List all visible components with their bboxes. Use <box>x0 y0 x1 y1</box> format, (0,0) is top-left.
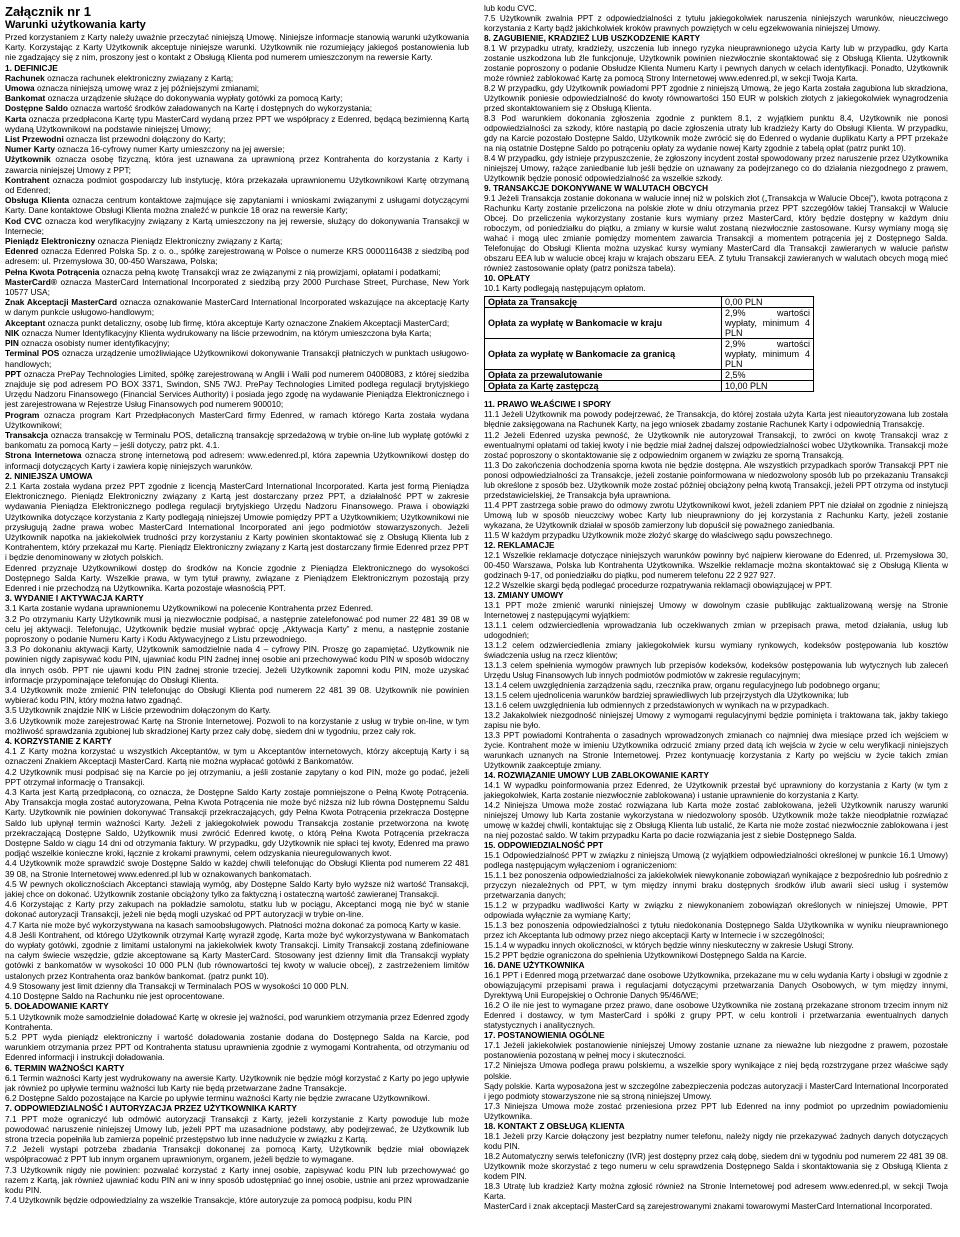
definition-text: oznacza PrePay Technologies Limited, spółkę zarejestrowaną w Anglii i Walii pod numerem 04008083, z której siedziba znajduje się pod adresem PO BOX 3371, Swindon, SN5 7WJ. PrePay Technologies Limited podlega regulacji brytyjskiego Urzędu Nadzoru Finansowego (Financial Services Authority) i posiada jego zgodę na wydawanie Pieniądza Elektronicznego i jest zarejestrowana w Rejestrze Usług Finansowych pod numerem 900010; <box>5 368 469 410</box>
section-heading: 17. POSTANOWIENIA OGÓLNE <box>484 1031 605 1041</box>
section-heading: 14. ROZWIĄZANIE UMOWY LUB ZABLOKOWANIE KARTY <box>484 771 709 781</box>
definition-item <box>5 83 469 93</box>
definition-text: oznacza wartość środków załadowanych na Kartę i dostępnych do wykorzystania; <box>67 103 373 114</box>
clause-paragraph: 11.1 Jeżeli Użytkownik ma powody podejrzewać, że Transakcja, do której została użyta Karta jest nieautoryzowana lub została błędnie zaksięgowana na Rachunek Karty, na jego wniosek zbadamy zostanie Rachunek Karty i odpowiednią Transakcję. <box>484 410 948 430</box>
clause-paragraph: 5.1 Użytkownik może samodzielnie doładować Kartę w okresie jej ważności, pod warunkiem otrzymania przez Edenred zgody Kontrahenta. <box>5 1011 469 1032</box>
definition-term: PPT <box>5 368 22 379</box>
definition-text: oznacza Pieniądz Elektroniczny związany z Kartą; <box>95 236 283 247</box>
definition-text: oznacza pełną kwotę Transakcji wraz ze związanymi z nią prowizjami, opłatami i podatkami; <box>99 266 441 277</box>
definition-item <box>5 338 469 348</box>
intro-paragraph: Przed korzystaniem z Karty należy uważnie przeczytać niniejszą Umowę. Niniejsze informacje stanowią warunki użytkowania Karty. Korzystając z Karty Użytkownik akceptuje niniejsze warunki. Użytkownik nie rozumiejący jakiegoś postanowienia lub nie zgadzający się z nim, proszony jest o kontakt z Obsługą Klienta pod numerem umieszczonym na rewersie Karty. <box>5 32 469 63</box>
definition-item <box>5 144 469 154</box>
clause-paragraph: lub kodu CVC. <box>484 4 537 13</box>
clause-paragraph: 15.1.3 bez ponoszenia odpowiedzialności z tytułu niedokonania Dostępnego Salda Użytkownika w wyniku nieuprawnionego przez ich Akceptanta lub odmowy przez niego akceptacji Karty w Internecie i w szczególności; <box>484 921 948 941</box>
clause-paragraph: 3.4 Użytkownik może zmienić PIN telefonując do Obsługi Klienta pod numerem 22 481 39 08. Użytkownik nie powinien wybierać kodu PIN, który można łatwo zgadnąć. <box>5 685 469 706</box>
definition-item <box>5 195 469 215</box>
clause-paragraph: 7.2 Jeżeli wystąpi potrzeba zbadania Transakcji dokonanej za pomocą Karty, Użytkownik będzie miał obowiązek współpracować z PPT lub innym organem uprawnionym, organem, jeżeli będzie to wymagane. <box>5 1144 469 1165</box>
definition-text: oznacza podmiot gospodarczy lub instytucję, która przekazała uprawnionemu Użytkownikowi Kartę otrzymaną od Edenred; <box>5 174 469 196</box>
clause-paragraph: 4.2 Użytkownik musi podpisać się na Karcie po jej otrzymaniu, a jeśli zostanie zapytany o kod PIN, może go podać, jeżeli PPT otrzymał informację o Transakcji. <box>5 766 469 787</box>
clause-paragraph: 3.6 Użytkownik może zarejestrować Kartę na Stronie Internetowej. Pozwoli to na korzystanie z usług w trybie on-line, w tym możliwość sprawdzania zgubionej lub skradzionej Karty przez cały dobę, siedem dni w tygodniu, przez cały rok. <box>5 715 469 736</box>
section-heading: 16. DANE UŻYTKOWNIKA <box>484 961 585 971</box>
clause-paragraph: 17.2 Niniejsza Umowa podlega prawu polskiemu, a wszelkie spory wynikające z niej będą rozstrzygane przez właściwe sądy polskie. <box>484 1061 948 1081</box>
clause-paragraph: 11.5 W każdym przypadku Użytkownik może złożyć skargę do właściwego sądu powszechnego. <box>484 530 833 540</box>
clause-paragraph: 8.2 W przypadku, gdy Użytkownik powiadomi PPT zgodnie z niniejszą Umową, że jego Karta została zagubiona lub skradziona, Użytkownik poniesie odpowiedzialność do kwoty równowartości 150 EUR w polskich złotych z jakiegokolwiek wynagrodzenia przed skontaktowaniem się z Obsługą Klienta. <box>484 84 948 114</box>
section-heading: 11. PRAWO WŁAŚCIWE I SPORY <box>484 400 612 410</box>
definition-text: oznacza punkt detaliczny, osobę lub firmę, która akceptuje Karty oznaczone Znakiem Akceptacji MasterCard; <box>45 317 450 328</box>
definition-term: Edenred <box>5 246 39 257</box>
definition-item <box>5 297 469 317</box>
clause-paragraph: 8.1 W przypadku utraty, kradzieży, uszczenia lub innego ryzyka nieuprawnionego użycia Karty lub w przypadku, gdy Karta zostanie uszkodzona lub źle funkcjonuje, Użytkownik powinien niezwłocznie skontaktować się z Obsługą Klienta. Użytkownik zostanie poproszony o podanie Obsłudze Klienta Numeru Karty i pewnych danych w celach identyfikacji. Ponadto, Użytkownik może również zablokować Kartę za pomocą Strony Internetowej www.edenred.pl, w sekcji Twoja Karta. <box>484 44 948 84</box>
clause-paragraph: 4.10 Dostępne Saldo na Rachunku nie jest oprocentowane. <box>5 991 225 1002</box>
definition-text: oznacza osobisty numer identyfikacyjny; <box>18 338 170 349</box>
definition-term: Umowa <box>5 83 35 94</box>
section-heading: 2. NINIEJSZA UMOWA <box>5 470 93 481</box>
clause-paragraph: 6.2 Dostępne Saldo pozostające na Karcie po upływie terminu ważności Karty nie będzie zwracane Użytkownikowi. <box>5 1093 430 1104</box>
definition-text: oznacza Edenred Polska Sp. z o. o., spółkę zarejestrowaną w Polsce o numerze KRS 0000116438 z siedzibą pod adresem: ul. Przemysłowa 30, 00-450 Warszawa, Polska; <box>5 246 469 267</box>
section-heading: 12. REKLAMACJE <box>484 540 555 550</box>
definition-item <box>5 348 469 368</box>
definition-item <box>5 134 469 144</box>
definition-term: NIK <box>5 327 20 338</box>
definition-item <box>5 318 469 328</box>
fee-label: Opłata za wypłatę w Bankomacie za granicą <box>485 339 722 370</box>
right-column <box>484 4 948 1232</box>
definition-term: Karta <box>5 113 27 124</box>
definition-item <box>5 246 469 266</box>
clause-paragraph: 4.9 Stosowany jest limit dzienny dla Transakcji w Terminalach POS w wysokości 10 000 PLN. <box>5 980 349 991</box>
definition-text: oznacza MasterCard International Incorporated z siedzibą przy 2000 Purchase Street, Purchase, New York 10577 USA; <box>5 276 469 298</box>
fee-value: 2,5% <box>722 370 814 381</box>
definition-item <box>5 267 469 277</box>
definition-text: oznacza rachunek elektroniczny związany z Kartą; <box>44 72 234 83</box>
definition-text: oznacza list przewodni dołączony do Karty; <box>63 134 226 145</box>
definition-item <box>5 410 469 430</box>
definition-term: Transakcja <box>5 429 49 440</box>
clause-paragraph: 7.4 Użytkownik będzie odpowiedzialny za wszelkie Transakcje, które autoryzuje za pomocą podpisu, kodu PIN <box>5 1195 412 1206</box>
definition-text: oznacza kod weryfikacyjny związany z Kartą umieszczony na jej rewersie, służący do dokonywania Transakcji w Internecie; <box>5 215 469 236</box>
clause-paragraph: 15.1.2 w przypadku wadliwości Karty w związku z niewykonaniem zobowiązań określonych w niniejszej Umowie, PPT odpowiada wyłącznie za wymianę Karty; <box>484 901 948 921</box>
definition-term: Akceptant <box>5 317 46 328</box>
definition-text: oznacza osobę fizyczną, która jest uznawana za uprawnioną przez Kontrahenta do korzystania z Karty i zawarcia niniejszej Umowy z PPT; <box>5 154 469 175</box>
section-heading: 9. TRANSAKCJE DOKONYWANE W WALUTACH OBCYCH <box>484 184 709 194</box>
definition-term: Terminal POS <box>5 348 60 359</box>
clause-paragraph: 8.4 W przypadku, gdy istnieje przypuszczenie, że zgłoszony incydent został spowodowany przez naruszenie przez Użytkownika niniejszej Umowy, rażące zaniedbanie lub jeśli będzie on uznawany za podejrzanego co do działania niezgodnego z prawem, Użytkownik będzie ponosić odpowiedzialność za wszelkie szkody. <box>484 154 948 184</box>
clause-paragraph: 15.1.1 bez ponoszenia odpowiedzialności za jakiekolwiek niewykonanie zobowiązań wynikające z bezpośrednio lub pośrednio z przyczyn niezależnych od PPT, w tym między innymi braku dostępnych środków i/lub awarii sieci usług i systemów przetwarzania danych; <box>484 871 948 901</box>
definition-text: oznacza przedpłacona Kartę typu MasterCard wydaną przez PPT we współpracy z Edenred, będącą bezimienną Kartą wydaną Użytkownikowi na podstawie niniejszej Umowy; <box>5 113 469 134</box>
definition-text: oznacza transakcję w Terminalu POS, detaliczną transakcję sprzedażową w trybie on-line lub wypłatę gotówki z bankomatu za pomocą Karty – jeśli dotyczy, patrz pkt. 4.1. <box>5 429 469 451</box>
definition-text: oznacza centrum kontaktowe zajmujące się zapytaniami i wnioskami związanymi z usługami dotyczącymi Karty. Dane kontaktowe Obsługi Klienta można znaleźć w punkcie 18 oraz na rewersie Karty; <box>5 195 469 216</box>
section-heading: 6. TERMIN WAŻNOŚCI KARTY <box>5 1062 125 1073</box>
right-column-body-a <box>484 4 948 294</box>
clause-paragraph: 3.5 Użytkownik znajdzie NIK w Liście przewodnim dołączonym do Karty. <box>5 705 271 716</box>
section-heading: 8. ZAGUBIENIE, KRADZIEŻ LUB USZKODZENIE KARTY <box>484 34 701 44</box>
clause-paragraph: 7.1 PPT może ograniczyć lub odmówić autoryzacji Transakcji z Karty, jeżeli korzystanie z Karty powoduje lub może powodować naruszenie niniejszej Umowy lub, jeżeli PPT ma uzasadnione podstawy, aby podejrzewać, że Użytkownik lub strona trzecia popełniła lub zamierza popełnić przestępstwo lub inne nadużycie w związku z Kartą. <box>5 1113 469 1144</box>
fee-row <box>485 370 814 381</box>
clause-paragraph: 4.8 Jeśli Kontrahent, od którego Użytkownik otrzymał Kartę wyraził zgodę, Karta może być wykorzystywana w Bankomatach do wypłaty gotówki, zgodnie z limitami ustalonymi na jakiekolwiek kwoty Transakcji. Limity Transakcji zostaną zdefiniowane na całym świecie wszędzie, gdzie akceptowane są Karty MasterCard. Stosowany jest dzienny limit dla Transakcji wypłaty gotówki z bankomatów w wysokości 10 000 PLN (lub równowartości tej kwoty w walucie obcej), z zastrzeżeniem limitów ustalonych przez Kontrahenta oraz banków bankomat. (patrz punkt 10). <box>5 929 469 981</box>
definition-term: Bankomat <box>5 93 46 104</box>
definition-term: Kontrahent <box>5 174 50 185</box>
fee-value: 2,9% wartości wypłaty, minimum 4 PLN <box>722 339 814 370</box>
definition-term: Rachunek <box>5 72 45 83</box>
clause-paragraph: 13.1 PPT może zmienić warunki niniejszej Umowy w dowolnym czasie publikując zaktualizowaną wersję na Stronie Internetowej z następującymi wyjątkiem: <box>484 600 948 620</box>
definition-item <box>5 114 469 134</box>
clause-paragraph: 10.1 Karty podlegają następującym opłatom. <box>484 284 646 294</box>
clause-paragraph: 8.3 Pod warunkiem dokonania zgłoszenia zgodnie z punktem 8.1, z wyjątkiem punktu 8.4, Użytkownik nie ponosi odpowiedzialności za szkody, które nastąpią po dacie zgłoszenia utraty lub kradzieży Karty do Obsługi Klienta. W przypadku, gdy na Karcie pozostało Dostępne Saldo, Użytkownik może zwrócić się do Edenred o wydanie duplikatu Karty a PPT przekaże na nią ostatnie Dostępne Saldo po potrąceniu opłaty za wydanie nowej Karty zgodnie z tabelą opłat (patrz punkt 10). <box>484 114 948 154</box>
definition-item <box>5 175 469 195</box>
clause-paragraph: 4.6 Korzystając z Karty przy zakupach na pokładzie samolotu, statku lub w pociągu, Akceptanci mogą nie być w stanie dokonać autoryzacji Transakcji, jeżeli nie będą mogli uzyskać od PPT autoryzacji w trybie on-line. <box>5 899 469 920</box>
clause-paragraph: 18.2 Automatyczny serwis telefoniczny (IVR) jest dostępny przez całą dobę, siedem dni w tygodniu pod numerem 22 481 39 08. Użytkownik może skorzystać z tego numeru w celu sprawdzenia Dostępnego Salda i skontaktowania się z Obsługą Klienta z kodem PIN. <box>484 1151 948 1181</box>
definition-text: oznacza urządzenie służące do dokonywania wypłaty gotówki za pomocą Karty; <box>45 93 343 104</box>
clause-paragraph: 11.3 Do zakończenia dochodzenia sporna kwota nie będzie dostępna. Ale wszystkich przypadkach sporów Transakcji PPT nie ponosi odpowiedzialności za Transakcje, jeżeli zostanie poinformowana w niedozwolony sposób lub po przekazaniu Transakcji lub określone z sposób bez. Użytkownik może zostać później obciążony pełną kwotą Transakcji, jeżeli PPT otrzyma od instytucji przedstawicielskiej, że Transakcja była uprawniona. <box>484 460 948 500</box>
fee-label: Opłata za Transakcję <box>485 297 722 308</box>
section-heading: 1. DEFINICJE <box>5 62 58 73</box>
fee-row <box>485 381 814 392</box>
fee-value: 0,00 PLN <box>722 297 814 308</box>
definition-term: Użytkownik <box>5 154 51 165</box>
fee-label: Opłata za przewalutowanie <box>485 370 722 381</box>
clause-paragraph: Edenred przyznaje Użytkownikowi dostęp do środków na Koncie zgodnie z Pieniądza Elektronicznego do wysokości Dostępnego Salda Karty. Wszelkie prawa, w tym tytuł prawny, związane z Pieniądzem Elektronicznym pozostają przy Edenred i nie przechodzą na Użytkownika. Karta pozostaje własnością PPT. <box>5 562 469 593</box>
definition-term: Znak Akceptacji MasterCard <box>5 297 118 308</box>
fee-label: Opłata za wypłatę w Bankomacie w kraju <box>485 308 722 339</box>
definition-text: oznacza Numer Identyfikacyjny Klienta wydrukowany na liście przewodnim, na którym umieszczona była Karta; <box>19 327 432 338</box>
clause-paragraph: 3.3 Po dokonaniu aktywacji Karty, Użytkownik samodzielnie nada 4 – cyfrowy PIN. Proszę go zapamiętać. Użytkownik nie powinien nigdy zapisywać kodu PIN, ujawniać kodu PIN żadnej innej osobie ani przechowywać kodu PIN w sposób widoczny dla innych osób. PPT nie ujawni kodu PIN żadnej stronie trzeciej. Jeżeli Użytkownik zapomni kodu PIN, może uzyskać informacje przypominające telefonując do Obsługi Klienta. <box>5 644 469 685</box>
left-column <box>5 4 469 1232</box>
definition-item <box>5 103 469 113</box>
definition-item <box>5 236 469 246</box>
definition-term: Dostępne Saldo <box>5 103 68 114</box>
definition-text: oznacza urządzenie umożliwiające Użytkownikowi dokonywanie Transakcji płatniczych w punktach usługowo-handlowych; <box>5 348 469 369</box>
definition-item <box>5 277 469 297</box>
clause-paragraph: 12.1 Wszelkie reklamacje dotyczące niniejszych warunków powinny być najpierw kierowane do Edenred, ul. Przemysłowa 30, 00-450 Warszawa, Polska lub Kontrahenta Użytkownika. Wszelkie reklamacje można skontaktować się z Obsługą Klienta w godzinach 9-17, od poniedziałku do piątku, pod numerem telefonu 22 2 927 927. <box>484 550 948 580</box>
clause-paragraph: 2.1 Karta została wydana przez PPT zgodnie z licencją MasterCard International Incorporated. Karta jest formą Pieniądza Elektronicznego. Pieniądz Elektroniczny związany z Kartą jest dostarczany przez PPT, a działalność PPT w zakresie wydawania Pieniądza Elektronicznego podlega regulacji brytyjskiego Urzędu Nadzoru Finansowego. Prawa i obowiązki Użytkownika dotyczące korzystania z Karty podlegają niniejszej Umowie pomiędzy PPT a Użytkownikiem; Użytkownikowi nie przysługują żadne prawa wobec MasterCard International Incorporated ani jego podmiotów stowarzyszonych. Jeżeli Użytkownik napotka na jakiekolwiek trudności przy korzystaniu z Karty powinien skontaktować się z Obsługą Klienta lub z Kontrahentem, który przekazał mu Kartę. Pieniądz Elektroniczny związany z Kartą jest dostarczany firmie Edenred przez PPT i będzie denominowany w złotych polskich. <box>5 480 469 563</box>
definition-term: List Przewodni <box>5 134 64 145</box>
definition-item <box>5 430 469 450</box>
definition-text: oznacza oznakowanie MasterCard International Incorporated wskazujące na akceptację Karty w danym punkcie usługowo-handlowym; <box>5 297 469 318</box>
section-heading: 3. WYDANIE I AKTYWACJA KARTY <box>5 593 144 604</box>
clause-paragraph: 13.2 Jakakolwiek niezgodność niniejszej Umowy z wymogami regulacyjnymi będzie pominięta i traktowana tak, jakby takiego zapisu nie było. <box>484 710 948 730</box>
clause-paragraph: 13.1.3 celem spełnienia wymogów prawnych lub przepisów kodeksów, kodeksów postępowania lub wytycznych lub zaleceń Urzędu Usług Finansowych lub innych podmiotów podmiotów w zakresie regulacyjnym; <box>484 660 948 680</box>
clause-paragraph: 18.1 Jeżeli przy Karcie dołączony jest bezpłatny numer telefonu, należy nigdy nie przekazywać żadnych danych dotyczących kodu PIN. <box>484 1131 948 1151</box>
definition-term: Strona Internetowa <box>5 450 82 461</box>
fee-row <box>485 308 814 339</box>
document-subtitle: Warunki użytkowania karty <box>5 19 146 31</box>
definition-item <box>5 328 469 338</box>
right-column-body-b <box>484 400 948 1211</box>
definition-item <box>5 93 469 103</box>
clause-paragraph: 14.1 W wypadku poinformowania przez Edenred, że Użytkownik przestał być uprawniony do korzystania z Karty (w tym z jakiegokolwiek, Karta zostanie niezwłocznie zablokowana) i ustanie uprawnienie do korzystania z Karty. <box>484 781 948 801</box>
clause-paragraph: 11.2 Jeżeli Edenred uzyska pewność, że Użytkownik nie autoryzował Transakcji, to zwróci on kwotę Transakcji wraz z ewentualnymi opłatami od takiej kwoty i nie będzie miał żadnej dalszej odpowiedzialności wobec Użytkownika. Transakcji może zostać poproszony o skontaktowanie się z odpowiednim organem w związku ze sporną Transakcją. <box>484 430 948 460</box>
clause-paragraph: 4.4 Użytkownik może sprawdzić swoje Dostępne Saldo w każdej chwili telefonując do Obsługi Klienta pod numerem 22 481 39 08, na Stronie Internetowej www.edenred.pl lub w oznakowanych bankomatach. <box>5 858 469 879</box>
section-heading: 7. ODPOWIEDZIALNOŚĆ I AUTORYZACJA PRZEZ UŻYTKOWNIKA KARTY <box>5 1103 297 1114</box>
definition-term: Pełna Kwota Potrącenia <box>5 266 100 277</box>
definition-item <box>5 73 469 83</box>
clause-paragraph: 15.1.4 w wypadku innych okoliczności, w których będzie winny nieskuteczny w zakresie Usługi Strony. <box>484 941 854 951</box>
fee-row <box>485 297 814 308</box>
definition-term: Kod CVC <box>5 215 42 226</box>
definition-item <box>5 450 469 470</box>
definition-text: oznacza niniejszą umowę wraz z jej późniejszymi zmianami; <box>34 83 260 94</box>
section-heading: 5. DOŁADOWANIE KARTY <box>5 1001 109 1012</box>
clause-paragraph: Sądy polskie. Karta wyposażona jest w szczególne zabezpieczenia podczas autoryzacji i MasterCard International Incorporated i jego podmioty stowarzyszone nie są stroną niniejszej Umowy. <box>484 1081 948 1101</box>
clause-paragraph: 15.2 PPT będzie ograniczona do spełnienia Użytkownikowi Dostępnego Salda na Karcie. <box>484 951 807 961</box>
definition-term: Program <box>5 409 40 420</box>
clause-paragraph: 17.1 Jeżeli jakiekolwiek postanowienie niniejszej Umowy zostanie uznane za nieważne lub niezgodne z prawem, pozostałe postanowienia pozostaną w pełnej mocy i skuteczności. <box>484 1041 948 1061</box>
document-title: Załącznik nr 1 <box>5 4 91 19</box>
clause-paragraph: 7.5 Użytkownik zwalnia PPT z odpowiedzialności z tytułu jakiegokolwiek naruszenia niniejszych warunków, nieuczciwego korzystania z Karty bądź jakichkolwiek kroków prawnych powziętych w celu egzekwowania niniejszej Umowy. <box>484 14 948 34</box>
clause-paragraph: 12.2 Wszelkie skargi będą podlegać procedurze rozpatrywania reklamacji obowiązującej w PPT. <box>484 580 833 590</box>
clause-paragraph: 9.1 Jeżeli Transakcja zostanie dokonana w walucie innej niż w polskich złot („Transakcja w Walucie Obcej”), kwota potrącona z Rachunku Karty zostanie przeliczona na polskie złote w dniu otrzymania przez PPT szczegółów takiej Transakcji w Walucie Obcej. Do przeliczenia wykorzystany zostanie kurs wymiany przez MasterCard, który będzie dostępny w każdym dniu roboczym, od poniedziałku do piątku, a zmiany w kursie walut zostaną niezwłocznie zastosowane. Kursy wymiany mogą się wahać i mogą ulec zmianie pomiędzy momentem zawarcia Transakcji a momentem potrącenia jej z Dostępnego Salda. Telefonując do Obsługi Klienta można uzyskać kursy wymiany MasterCard dla Transakcji zawieranych w walucie państw obszaru EEA lub w walucie obcej kraju w krajach obszaru EEA. Z tytułu Transakcji zawieranych w walutach obcych mogą mieć również zastosowanie opłaty (patrz poniższa tabela). <box>484 194 948 274</box>
clause-paragraph: 4.1 Z Karty można korzystać u wszystkich Akceptantów, w tym u Akceptantów internetowych, którzy akceptują Karty i są oznaczeni Znakiem Akceptacji MasterCard. Kartą nie można wypłacać gotówki z Bankomatów. <box>5 746 469 767</box>
definition-term: Pieniądz Elektroniczny <box>5 236 96 247</box>
clause-paragraph: 4.7 Karta nie może być wykorzystywana na kasach samoobsługowych. Płatności można dokonać za pomocą Karty w kasie. <box>5 919 461 930</box>
clause-paragraph: 13.1.1 celem odzwierciedlenia wprowadzania lub oczekiwanych zmian w przepisach prawa, metod działania, usług lub udogodnień; <box>484 620 948 640</box>
fee-value: 2,9% wartości wypłaty, minimum 4 PLN <box>722 308 814 339</box>
clause-paragraph: 13.1.4 celem uwzględnienia zarządzenia sądu, rzecznika praw, organu regulacyjnego lub podobnego organu; <box>484 680 880 690</box>
clause-paragraph: 3.2 Po otrzymaniu Karty Użytkownik musi ją niezwłocznie podpisać, a następnie zatelefonować pod numer 22 481 39 08 w celu jej aktywacji. Telefonując, Użytkownik będzie musiał wybrać opcję „Aktywacja Karty” z menu, a następnie zostanie poproszony o podanie Numeru Karty i Kodu Aktywacyjnego z Listu przewodniego. <box>5 613 469 644</box>
definition-term: PIN <box>5 338 19 349</box>
section-heading: 15. ODPOWIEDZIALNOŚĆ PPT <box>484 841 604 851</box>
clause-paragraph: MasterCard i znak akceptacji MasterCard są zarejestrowanymi znakami towarowymi MasterCard International Incorporated. <box>484 1201 933 1211</box>
clause-paragraph: 13.1.5 celem ujednolicenia warunków bardziej sprawiedliwych lub przejrzystych dla Użytkownika; lub <box>484 690 849 700</box>
section-heading: 13. ZMIANY UMOWY <box>484 590 564 600</box>
definition-term: Numer Karty <box>5 144 55 155</box>
section-heading: 10. OPŁATY <box>484 274 531 284</box>
clause-paragraph: 17.3 Niniejsza Umowa może zostać przeniesiona przez PPT lub Edenred na inny podmiot po uprzednim powiadomieniu Użytkownika. <box>484 1101 948 1121</box>
definition-text: oznacza 16-cyfrowy numer Karty umieszczony na jej awersie; <box>55 144 285 155</box>
clause-paragraph: 5.2 PPT wyda pieniądz elektroniczny i wartość doładowania zostanie dodana do Dostępnego Salda na Karcie, pod warunkiem otrzymania przez PPT od Kontrahenta statusu uprawnienia zgodnie z wymogami Kontrahenta, od otrzymaniu od Edenred informacji i instrukcji doładowania. <box>5 1031 469 1063</box>
clause-paragraph: 13.1.6 celem uwzględnienia lub odmiennych z przedstawionych w wynikach na w przypadkach. <box>484 700 829 710</box>
clause-paragraph: 13.3 PPT powiadomi Kontrahenta o zasadnych wprowadzonych zmianach co najmniej dwa miesiące przed ich wejściem w życie. Kontrahent może w imieniu Użytkownika odrzucić zmiany przed datą ich wejścia w życie w celu weryfikacji niniejszych warunkach uznanych na Stronie Internetowej. Przez kontynuację korzystania z Karty po wejściu w życie takich zmian Użytkownik zaakceptuje zmiany. <box>484 730 948 771</box>
clause-paragraph: 16.1 PPT i Edenred mogą przetwarzać dane osobowe Użytkownika, przekazane mu w celu wydania Karty i obsługi w zgodnie z obowiązującymi przepisami prawa i regulacjami dotyczącymi przetwarzania Danych Osobowych, w tym między innymi, Dyrektywą Unii Europejskiej o Ochronie Danych 95/46/WE; <box>484 971 948 1001</box>
section-heading: 18. KONTAKT Z OBSŁUGĄ KLIENTA <box>484 1121 625 1131</box>
definition-item <box>5 216 469 236</box>
fee-value: 10,00 PLN <box>722 381 814 392</box>
definition-term: Obsługa Klienta <box>5 195 70 206</box>
definition-item <box>5 369 469 410</box>
fees-table <box>484 296 814 392</box>
clause-paragraph: 18.3 Utratę lub kradzież Karty można zgłosić również na Stronie Internetowej pod adresem www.edenred.pl, w sekcji Twoja Karta. <box>484 1181 948 1201</box>
clause-paragraph: 14.2 Niniejsza Umowa może zostać rozwiązana lub Karta może zostać zablokowana, jeżeli Użytkownik naruszy warunki niniejszej Umowy lub Karta zostanie wykorzystana w niedozwolony sposób. Użytkownik może także nieodpłatnie rozwiązać umowę w każdej chwili, kontaktując się z Obsługą Klienta lub ustalić, że Karta nie może zostać niezwłocznie zablokowana i jest na niej pozostać saldo. W takim przypadku Karta po dacie rozwiązania jest z siebie Dostępnego Salda. <box>484 801 948 841</box>
clause-paragraph: 13.1.2 celem odzwierciedlenia zmiany jakiegokolwiek kursu wymiany rynkowych, kodeksów postępowania lub kosztów świadczenia usług na rzecz klientów; <box>484 640 948 660</box>
clause-paragraph: 16.2 O ile nie jest to wymagane przez prawo, dane osobowe Użytkownika nie zostaną przekazane stronom trzecim innym niż Edenred i dostawcy, w tym MasterCard i spółki z grupy PPT, w celu kontroli i przetwarzania ewentualnych danych statystycznych i analitycznych. <box>484 1001 948 1031</box>
left-column-body <box>5 63 469 1206</box>
section-heading: 4. KORZYSTANIE Z KARTY <box>5 736 112 747</box>
clause-paragraph: 4.3 Karta jest Kartą przedpłaconą, co oznacza, że Dostępne Saldo Karty zostaje pomniejszone o Pełną Kwotę Potrącenia. Aby Transakcja mogła zostać autoryzowana, Pełna Kwota Potrącenia nie może być niższa niż lub równa Dostępnemu Saldu Karty. Użytkownik nie powinien dokonywać Transakcji przekraczających, gdy Pełna Kwota Potrącenia przekracza Dostępne Saldo lub upłynął termin ważności Karty. Jeżeli z jakiegokolwiek powodu Transakcja zostanie przetworzona na kwotę przekraczającą Dostępne Saldo, Użytkownik musi zwrócić Edenred kwotę, o którą Pełna Kwota Potrącenia przekracza Dostępne Saldo w ciągu 14 dni od otrzymania faktury. W przypadku, gdy Użytkownik nie spłaci tej kwoty, Edenred ma prawo podjąć wszelkie konieczne kroki, łącznie z krokami prawnymi, celem odzyskania nieuregulowanych kwot. <box>5 787 469 859</box>
clause-paragraph: 4.5 W pewnych okolicznościach Akceptanci stawiają wymóg, aby Dostępne Saldo Karty było wyższe niż wartość Transakcji, jakiej chce on dokonać. Użytkownik zostanie obciążony tylko za faktyczną i ostateczną wartość zawieranej Transakcji. <box>5 878 469 900</box>
clause-paragraph: 6.1 Termin ważności Karty jest wydrukowany na awersie Karty. Użytkownik nie będzie mógł korzystać z Karty po jego upływie jak również po upływie terminu ważności lub Karty nie będą przetwarzane żadne Transakcje. <box>5 1072 469 1093</box>
clause-paragraph: 7.3 Użytkownik nigdy nie powinien: pozwalać korzystać z Karty innej osobie, zapisywać kodu PIN lub przechowywać go razem z Kartą, jak również ujawniać kodu PIN ani w inny sposób udostępniać go innej osobie, ustnie ani przez wprowadzanie kodu PIN. <box>5 1164 469 1195</box>
definition-item <box>5 154 469 174</box>
definition-text: oznacza program Kart Przedpłaconych MasterCard firmy Edenred, w ramach którego Karta została wydana Użytkownikowi; <box>5 409 469 430</box>
clause-paragraph: 15.1 Odpowiedzialność PPT w związku z niniejszą Umową (z wyjątkiem odpowiedzialności określonej w punkcie 16.1 Umowy) podlega następującym wyłączeniom i ograniczeniom: <box>484 851 948 871</box>
definition-text: oznacza stronę internetową pod adresem: www.edenred.pl, która zapewnia Użytkownikowi dostęp do informacji dotyczących Karty i zawiera kopię niniejszych warunków. <box>5 450 469 471</box>
clause-paragraph: 11.4 PPT zastrzega sobie prawo do odmowy zwrotu Użytkownikowi kwot, jeżeli zdaniem PPT nie działał on zgodnie z niniejszą Umową lub w sposób nieuczciwy wobec Karty lub nieuprawniony do jej korzystania z Rachunku Karty, jeżeli zostanie wykazana, że Użytkownik działał w sposób zamierzony lub dopuścił się poważnego zaniedbania. <box>484 500 948 530</box>
clause-paragraph: 3.1 Karta zostanie wydana uprawnionemu Użytkownikowi na polecenie Kontrahenta przez Edenred. <box>5 603 374 614</box>
fee-label: Opłata za Kartę zastępczą <box>485 381 722 392</box>
definition-term: MasterCard® <box>5 276 57 287</box>
fee-row <box>485 339 814 370</box>
